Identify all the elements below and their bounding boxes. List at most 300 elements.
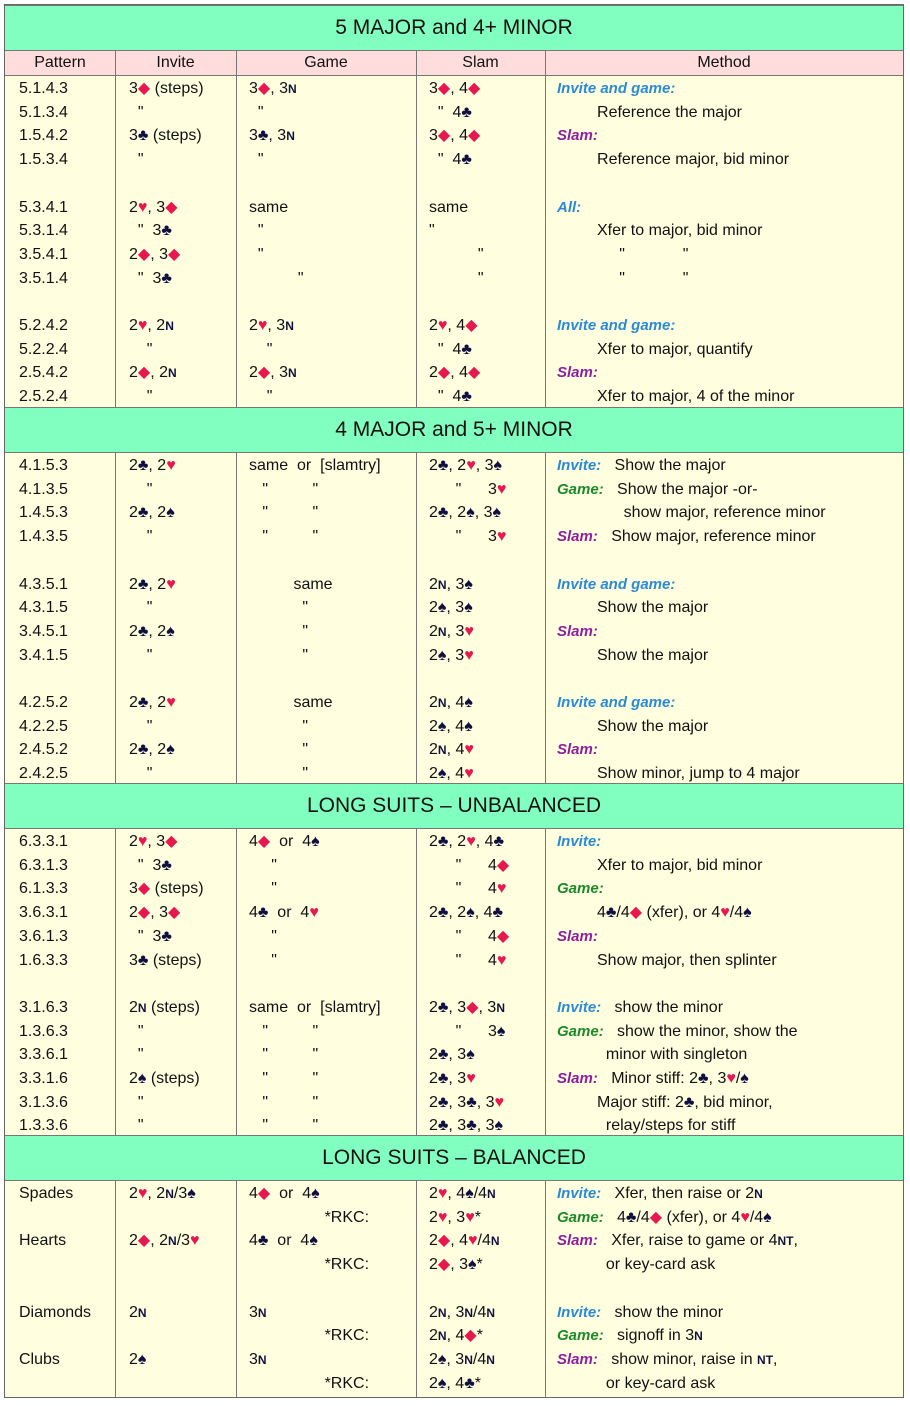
- notrump-symbol: N: [437, 696, 447, 710]
- pattern-cell: 2.5.4.2: [19, 364, 68, 382]
- diamond-icon: ◆: [496, 927, 510, 945]
- notrump-symbol: N: [165, 1187, 174, 1201]
- spade-icon: ♠: [496, 1022, 506, 1040]
- invite-cell: " 3♣: [129, 927, 172, 945]
- game-cell: ": [249, 765, 309, 783]
- notrump-symbol: N: [486, 1352, 495, 1367]
- method-label-all: All:: [557, 198, 582, 216]
- slam-cell: " 4♣: [429, 340, 472, 358]
- spade-icon: ♠: [311, 1185, 320, 1202]
- spade-icon: ♠: [494, 1117, 503, 1135]
- column-divider: [416, 1181, 417, 1397]
- method-cell: [557, 832, 601, 852]
- column-divider: [416, 51, 417, 75]
- spade-icon: ♠: [466, 504, 475, 522]
- heart-icon: ♥: [464, 765, 474, 783]
- method-cell: [557, 126, 598, 146]
- invite-cell: 2♠ (steps): [129, 1070, 200, 1087]
- club-icon: ♣: [437, 504, 449, 522]
- column-divider: [115, 453, 116, 783]
- method-cell: [557, 79, 675, 99]
- game-cell: 4◆ or 4♠: [249, 833, 320, 850]
- notrump-symbol: N: [754, 1187, 763, 1201]
- pattern-cell: 4.2.5.2: [19, 694, 68, 711]
- method-cell: Xfer to major, quantify: [557, 340, 753, 358]
- method-label-slam: Slam:: [557, 1070, 598, 1087]
- invite-cell: ": [129, 1117, 144, 1135]
- pattern-cell: Clubs: [19, 1350, 60, 1368]
- method-cell: [557, 622, 598, 642]
- game-cell: 2♥, 3N: [249, 317, 294, 334]
- method-cell: [557, 927, 598, 947]
- method-cell: 4♣/4◆ (xfer), or 4♥/4♠: [557, 904, 752, 922]
- club-icon: ♣: [605, 904, 617, 922]
- pattern-cell: 5.3.1.4: [19, 222, 68, 240]
- notrump-symbol: N: [437, 624, 447, 639]
- invite-cell: ": [129, 599, 153, 617]
- diamond-icon: ◆: [629, 904, 643, 922]
- slam-cell: 2♠, 3N/4N: [429, 1350, 495, 1368]
- column-divider: [236, 1181, 237, 1397]
- heart-icon: ♥: [466, 457, 476, 474]
- slam-cell: 2N, 4♥: [429, 741, 474, 759]
- notrump-symbol: NT: [777, 1234, 794, 1249]
- club-icon: ♣: [625, 1208, 637, 1226]
- spade-icon: ♠: [437, 717, 447, 735]
- method-cell: or key-card ask: [557, 1256, 716, 1274]
- pattern-cell: 1.5.3.4: [19, 151, 68, 169]
- club-icon: ♣: [461, 388, 472, 406]
- game-cell: ": [249, 717, 309, 735]
- diamond-icon: ◆: [496, 856, 510, 874]
- heart-icon: ♥: [496, 528, 507, 546]
- diamond-icon: ◆: [437, 364, 451, 382]
- column-divider: [236, 829, 237, 1135]
- pattern-cell: 6.3.3.1: [19, 833, 68, 850]
- invite-cell: " 3♣: [129, 222, 172, 240]
- method-cell: " ": [557, 245, 689, 263]
- pattern-cell: 1.3.3.6: [19, 1117, 68, 1135]
- pattern-cell: 3.3.6.1: [19, 1046, 68, 1064]
- pattern-cell: 3.3.1.6: [19, 1070, 68, 1087]
- slam-cell: " 3♠: [429, 1022, 506, 1040]
- game-cell: *RKC:: [249, 1208, 370, 1226]
- invite-cell: 3◆ (steps): [129, 880, 204, 898]
- pattern-cell: 6.1.3.3: [19, 880, 68, 898]
- spade-icon: ♠: [166, 622, 175, 640]
- invite-cell: 2♣, 2♥: [129, 694, 176, 711]
- spade-icon: ♠: [743, 904, 752, 922]
- column-divider: [236, 76, 237, 407]
- notrump-symbol: N: [285, 319, 294, 333]
- diamond-icon: ◆: [137, 364, 151, 382]
- notrump-symbol: N: [437, 743, 447, 758]
- method-cell: minor with singleton: [557, 1046, 748, 1064]
- spade-icon: ♠: [464, 694, 473, 711]
- diamond-icon: ◆: [257, 833, 271, 850]
- notrump-symbol: N: [496, 1000, 505, 1015]
- game-cell: ": [249, 599, 309, 617]
- game-cell: ": [249, 269, 304, 287]
- method-cell: relay/steps for stiff: [557, 1117, 736, 1135]
- method-cell: or key-card ask: [557, 1374, 716, 1392]
- slam-cell: 2♠, 4♣*: [429, 1374, 481, 1392]
- slam-cell: ": [429, 222, 435, 240]
- club-icon: ♣: [137, 694, 149, 711]
- method-label-inv: Invite:: [557, 457, 602, 474]
- game-cell: " ": [249, 1070, 319, 1087]
- column-divider: [115, 1181, 116, 1397]
- notrump-symbol: N: [165, 319, 174, 333]
- game-cell: 3◆, 3N: [249, 80, 297, 97]
- spade-icon: ♠: [309, 1232, 318, 1250]
- game-cell: same or [slamtry]: [249, 457, 381, 474]
- diamond-icon: ◆: [468, 364, 481, 382]
- slam-cell: 2N, 4◆*: [429, 1327, 483, 1345]
- invite-cell: 2♠: [129, 1350, 147, 1368]
- slam-cell: 2♣, 3♥: [429, 1070, 476, 1087]
- heart-icon: ♥: [166, 694, 176, 711]
- pattern-cell: 3.4.5.1: [19, 622, 68, 640]
- method-label-game: Game:: [557, 880, 604, 898]
- game-cell: " ": [249, 1117, 319, 1135]
- column-divider: [545, 51, 546, 75]
- diamond-icon: ◆: [137, 1232, 151, 1250]
- club-icon: ♣: [257, 1232, 269, 1250]
- notrump-symbol: N: [437, 577, 447, 592]
- heart-icon: ♥: [190, 1232, 200, 1250]
- bidding-chart: [4, 4, 904, 1398]
- game-cell: " ": [249, 504, 319, 522]
- pattern-cell: 6.3.1.3: [19, 856, 68, 874]
- heart-icon: ♥: [137, 833, 148, 850]
- pattern-cell: 4.1.5.3: [19, 457, 68, 474]
- method-cell: Game: signoff in 3N: [557, 1327, 703, 1345]
- spade-icon: ♠: [437, 765, 447, 783]
- method-cell: Xfer to major, bid minor: [557, 856, 763, 874]
- game-cell: 4♣ or 4♥: [249, 904, 319, 922]
- game-cell: *RKC:: [249, 1256, 370, 1274]
- game-cell: ": [249, 103, 264, 121]
- section-title: 5 MAJOR and 4+ MINOR: [5, 5, 903, 51]
- invite-cell: ": [129, 528, 153, 546]
- slam-cell: 2♠, 3♠: [429, 599, 473, 617]
- spade-icon: ♠: [437, 646, 447, 664]
- diamond-icon: ◆: [437, 127, 451, 145]
- method-label-slam: Slam:: [557, 927, 598, 945]
- invite-cell: 2♣, 2♠: [129, 741, 175, 759]
- pattern-cell: 1.3.6.3: [19, 1022, 68, 1040]
- slam-cell: " 4◆: [429, 856, 510, 874]
- spade-icon: ♠: [468, 1256, 477, 1274]
- slam-cell: 2♣, 2♥, 3♠: [429, 457, 502, 474]
- method-cell: Slam: Minor stiff: 2♣, 3♥/♠: [557, 1070, 749, 1087]
- slam-cell: 2♠, 3♥: [429, 646, 474, 664]
- method-cell: [557, 363, 598, 383]
- column-divider: [545, 829, 546, 1135]
- slam-cell: 2◆, 3♠*: [429, 1256, 483, 1274]
- heart-icon: ♥: [257, 317, 268, 334]
- game-cell: 2◆, 3N: [249, 364, 297, 382]
- pattern-cell: 2.4.5.2: [19, 741, 68, 759]
- game-cell: ": [249, 646, 309, 664]
- club-icon: ♣: [683, 1093, 695, 1111]
- section-title: LONG SUITS – BALANCED: [5, 1135, 903, 1181]
- pattern-cell: 5.1.3.4: [19, 103, 68, 121]
- spade-icon: ♠: [464, 575, 473, 593]
- game-cell: ": [249, 622, 309, 640]
- slam-cell: 2◆, 4◆: [429, 364, 481, 382]
- method-label-inv: Invite:: [557, 1185, 602, 1202]
- pattern-cell: 4.3.5.1: [19, 575, 68, 593]
- spade-icon: ♠: [466, 1046, 475, 1064]
- slam-cell: 2♣, 3♣, 3♠: [429, 1117, 503, 1135]
- slam-cell: 2♥, 3♥*: [429, 1208, 481, 1226]
- invite-cell: 2N (steps): [129, 998, 200, 1016]
- method-cell: show major, reference minor: [557, 504, 826, 522]
- slam-cell: " 4♣: [429, 103, 472, 121]
- diamond-icon: ◆: [168, 904, 181, 922]
- club-icon: ♣: [137, 127, 149, 145]
- pattern-cell: 1.4.3.5: [19, 528, 68, 546]
- slam-cell: 2♥, 4♠/4N: [429, 1185, 496, 1202]
- invite-cell: ": [129, 1046, 144, 1064]
- slam-cell: same: [429, 198, 469, 216]
- invite-cell: 2N: [129, 1303, 147, 1321]
- invite-cell: ": [129, 1093, 144, 1111]
- club-icon: ♣: [137, 504, 149, 522]
- game-cell: same or [slamtry]: [249, 998, 381, 1016]
- method-cell: Show minor, jump to 4 major: [557, 765, 800, 783]
- method-cell: Game: Show the major -or-: [557, 480, 758, 498]
- method-label-invg: Invite and game:: [557, 694, 676, 711]
- invite-cell: 2◆, 2N/3♥: [129, 1232, 200, 1250]
- game-cell: " ": [249, 1022, 319, 1040]
- heart-icon: ♥: [464, 741, 474, 759]
- pattern-cell: 3.1.3.6: [19, 1093, 68, 1111]
- club-icon: ♣: [437, 1117, 449, 1135]
- club-icon: ♣: [437, 998, 449, 1016]
- diamond-icon: ◆: [165, 833, 178, 850]
- notrump-symbol: N: [257, 1305, 267, 1320]
- heart-icon: ♥: [496, 480, 507, 498]
- pattern-cell: 1.6.3.3: [19, 951, 68, 969]
- method-cell: Invite: Xfer, then raise or 2N: [557, 1185, 763, 1202]
- method-cell: " ": [557, 269, 689, 287]
- invite-cell: 3♣ (steps): [129, 127, 202, 145]
- column-divider: [236, 453, 237, 783]
- column-header-slam: Slam: [462, 54, 499, 71]
- invite-cell: ": [129, 1022, 144, 1040]
- slam-cell: 2N, 3♥: [429, 622, 474, 640]
- diamond-icon: ◆: [137, 245, 151, 263]
- club-icon: ♣: [161, 269, 172, 287]
- notrump-symbol: NT: [757, 1352, 774, 1367]
- heart-icon: ♥: [464, 646, 474, 664]
- spade-icon: ♠: [137, 1350, 147, 1368]
- game-cell: ": [249, 951, 277, 969]
- spade-icon: ♠: [166, 504, 175, 522]
- invite-cell: 2♣, 2♠: [129, 504, 175, 522]
- diamond-icon: ◆: [437, 1232, 451, 1250]
- diamond-icon: ◆: [137, 80, 151, 97]
- slam-cell: " 4♣: [429, 388, 472, 406]
- notrump-symbol: N: [286, 129, 295, 144]
- spade-icon: ♠: [464, 599, 473, 617]
- section-title: 4 MAJOR and 5+ MINOR: [5, 407, 903, 453]
- method-label-slam: Slam:: [557, 528, 598, 546]
- method-cell: Show the major: [557, 599, 709, 617]
- column-divider: [545, 453, 546, 783]
- invite-cell: 2◆, 3◆: [129, 904, 181, 922]
- game-cell: *RKC:: [249, 1327, 370, 1345]
- invite-cell: ": [129, 151, 144, 169]
- club-icon: ♣: [257, 904, 269, 922]
- slam-cell: 2♠, 4♠: [429, 717, 473, 735]
- diamond-icon: ◆: [257, 80, 271, 97]
- slam-cell: " 4◆: [429, 927, 510, 945]
- heart-icon: ♥: [466, 833, 476, 850]
- notrump-symbol: N: [464, 1352, 473, 1367]
- method-cell: Xfer to major, bid minor: [557, 222, 763, 240]
- spade-icon: ♠: [465, 1185, 474, 1202]
- spade-icon: ♠: [166, 741, 175, 759]
- notrump-symbol: N: [437, 1305, 447, 1320]
- invite-cell: " 3♣: [129, 269, 172, 287]
- method-cell: [557, 316, 675, 336]
- club-icon: ♣: [137, 457, 149, 474]
- heart-icon: ♥: [464, 622, 474, 640]
- pattern-cell: 2.4.2.5: [19, 765, 68, 783]
- heart-icon: ♥: [137, 317, 148, 334]
- diamond-icon: ◆: [437, 1256, 451, 1274]
- method-cell: Reference major, bid minor: [557, 151, 790, 169]
- notrump-symbol: N: [288, 82, 297, 96]
- spade-icon: ♠: [464, 717, 473, 735]
- heart-icon: ♥: [137, 198, 148, 216]
- heart-icon: ♥: [466, 1070, 476, 1087]
- method-label-inv: Invite:: [557, 998, 602, 1016]
- club-icon: ♣: [137, 575, 149, 593]
- invite-cell: 2♥, 2N/3♠: [129, 1185, 196, 1202]
- heart-icon: ♥: [309, 904, 319, 922]
- pattern-cell: 1.4.5.3: [19, 504, 68, 522]
- method-label-invg: Invite and game:: [557, 80, 676, 97]
- notrump-symbol: N: [694, 1329, 703, 1344]
- method-cell: Slam: show minor, raise in NT,: [557, 1350, 778, 1368]
- slam-cell: ": [429, 269, 484, 287]
- invite-cell: 2♥, 3◆: [129, 198, 178, 216]
- club-icon: ♣: [461, 340, 472, 358]
- method-cell: Slam: Show major, reference minor: [557, 528, 816, 546]
- method-cell: Show major, then splinter: [557, 951, 777, 969]
- method-label-slam: Slam:: [557, 622, 598, 640]
- method-cell: [557, 575, 675, 595]
- spade-icon: ♠: [740, 1070, 749, 1087]
- club-icon: ♣: [437, 833, 449, 850]
- spade-icon: ♠: [492, 504, 501, 522]
- diamond-icon: ◆: [465, 317, 478, 334]
- notrump-symbol: N: [486, 1305, 496, 1320]
- method-label-game: Game:: [557, 1208, 604, 1226]
- game-cell: 3N: [249, 1350, 267, 1368]
- pattern-cell: 5.2.2.4: [19, 340, 68, 358]
- column-divider: [115, 829, 116, 1135]
- pattern-cell: 5.3.4.1: [19, 198, 68, 216]
- slam-cell: 2♥, 4◆: [429, 317, 478, 334]
- notrump-symbol: N: [137, 1305, 147, 1320]
- game-cell: same: [249, 575, 333, 593]
- club-icon: ♣: [466, 1117, 477, 1135]
- slam-cell: 2N, 3N/4N: [429, 1303, 496, 1321]
- method-label-inv: Invite:: [557, 833, 602, 850]
- spade-icon: ♠: [466, 904, 475, 922]
- method-cell: Show the major: [557, 717, 709, 735]
- club-icon: ♣: [161, 222, 172, 240]
- pattern-cell: 1.5.4.2: [19, 127, 68, 145]
- club-icon: ♣: [464, 1374, 475, 1392]
- heart-icon: ♥: [720, 904, 730, 922]
- diamond-icon: ◆: [137, 904, 151, 922]
- slam-cell: " 3♥: [429, 480, 507, 498]
- game-cell: " ": [249, 480, 319, 498]
- invite-cell: ": [129, 340, 153, 358]
- heart-icon: ♥: [137, 1185, 148, 1202]
- method-cell: [557, 198, 581, 218]
- game-cell: ": [249, 927, 277, 945]
- column-header-game: Game: [304, 54, 348, 71]
- column-divider: [236, 51, 237, 75]
- invite-cell: 2♥, 3◆: [129, 833, 178, 850]
- method-cell: Reference the major: [557, 103, 742, 121]
- game-cell: ": [249, 340, 273, 358]
- diamond-icon: ◆: [168, 245, 181, 263]
- invite-cell: ": [129, 646, 153, 664]
- pattern-cell: 5.1.4.3: [19, 80, 68, 97]
- pattern-cell: 4.2.2.5: [19, 717, 68, 735]
- method-label-slam: Slam:: [557, 1350, 598, 1368]
- method-cell: Invite: show the minor: [557, 998, 724, 1016]
- club-icon: ♣: [137, 741, 149, 759]
- game-cell: same: [249, 694, 333, 711]
- game-cell: 4◆ or 4♠: [249, 1185, 320, 1202]
- club-icon: ♣: [257, 127, 269, 145]
- notrump-symbol: N: [490, 1234, 500, 1249]
- notrump-symbol: N: [168, 1234, 177, 1249]
- pattern-cell: Diamonds: [19, 1303, 92, 1321]
- method-cell: Show the major: [557, 646, 709, 664]
- game-cell: ": [249, 151, 264, 169]
- game-cell: *RKC:: [249, 1374, 370, 1392]
- game-cell: ": [249, 741, 309, 759]
- heart-icon: ♥: [496, 951, 507, 969]
- column-divider: [416, 829, 417, 1135]
- invite-cell: " 3♣: [129, 856, 172, 874]
- notrump-symbol: N: [168, 366, 177, 381]
- spade-icon: ♠: [137, 1070, 147, 1087]
- invite-cell: 2♥, 2N: [129, 317, 174, 334]
- spade-icon: ♠: [437, 1374, 447, 1392]
- club-icon: ♣: [461, 151, 472, 169]
- invite-cell: ": [129, 103, 144, 121]
- pattern-cell: Hearts: [19, 1232, 67, 1250]
- pattern-cell: Spades: [19, 1185, 74, 1202]
- heart-icon: ♥: [740, 1208, 750, 1226]
- pattern-cell: 3.6.1.3: [19, 927, 68, 945]
- slam-cell: " 4♥: [429, 951, 507, 969]
- game-cell: " ": [249, 528, 319, 546]
- notrump-symbol: N: [137, 1000, 147, 1015]
